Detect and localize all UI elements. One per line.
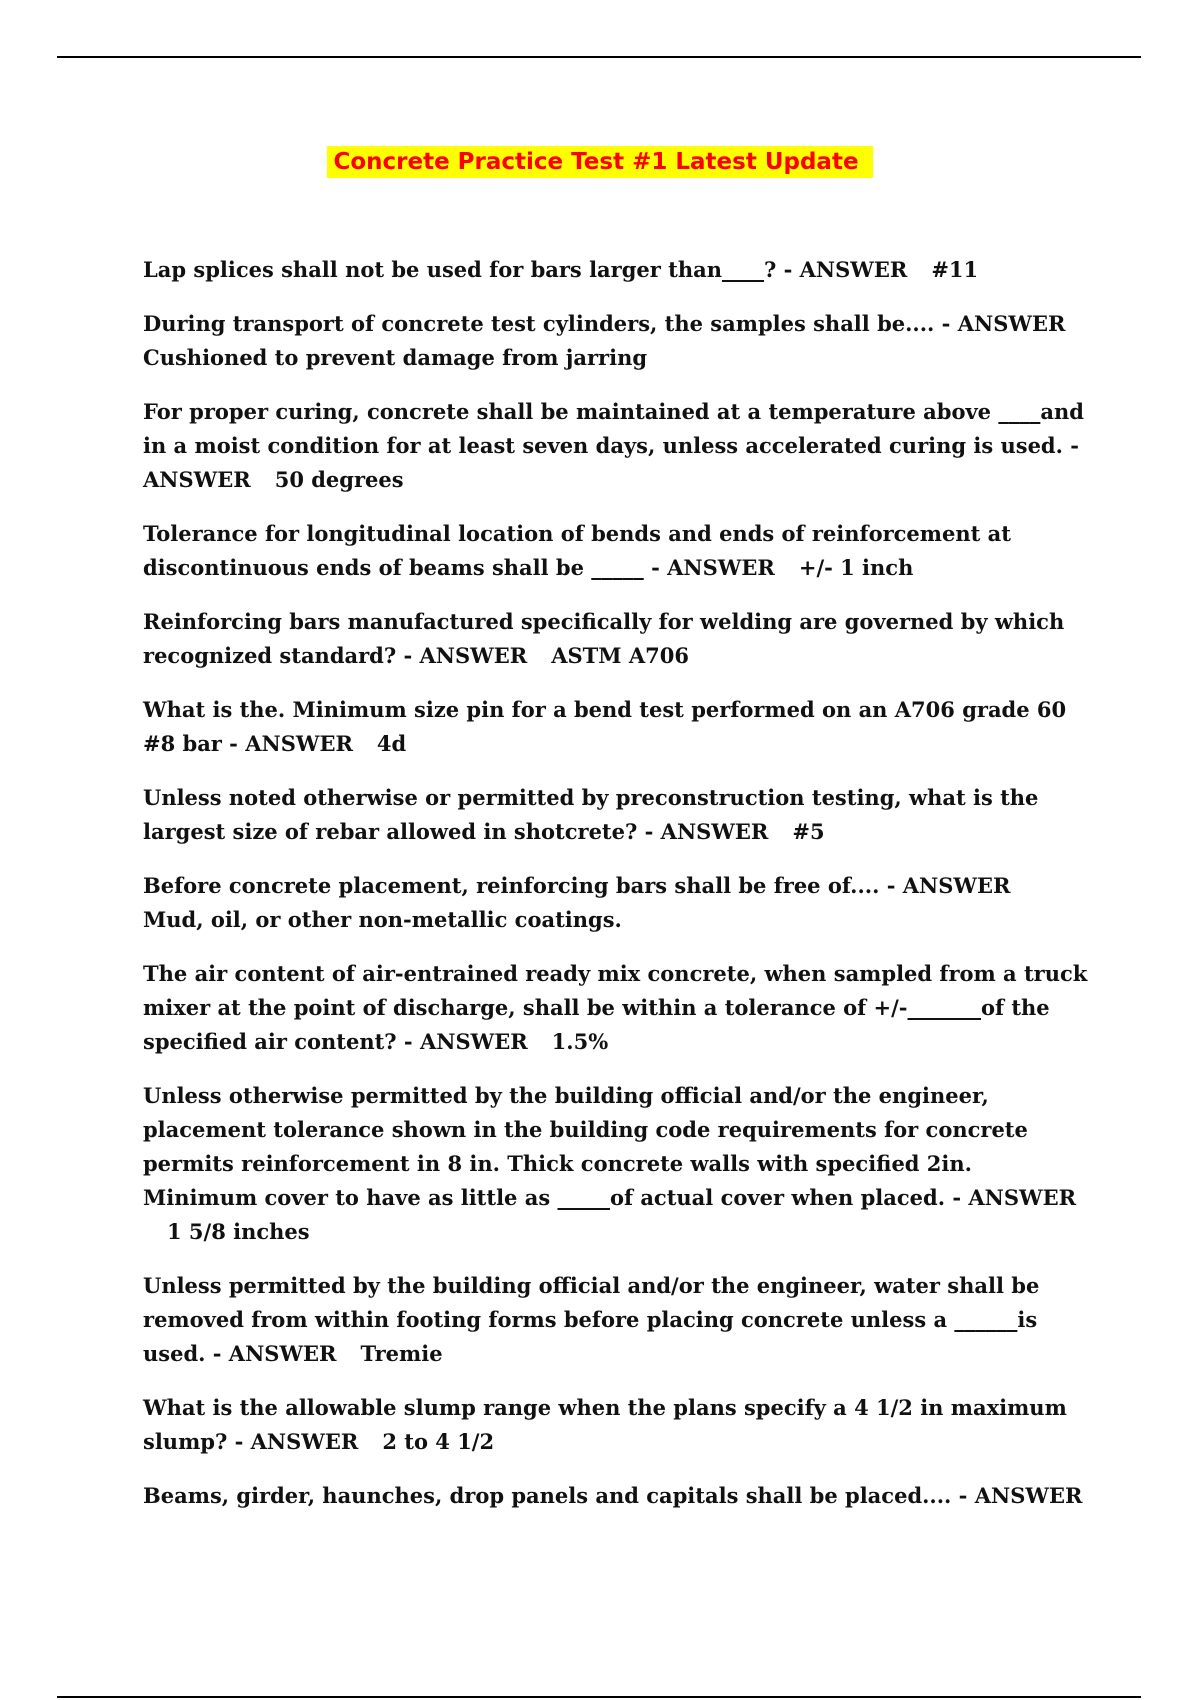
qa-item <box>143 517 1093 585</box>
qa-item <box>143 1479 1093 1547</box>
qa-item <box>143 395 1093 497</box>
answer-label: ANSWER <box>245 731 353 756</box>
answer-label: ANSWER <box>228 1341 337 1366</box>
qa-item <box>143 307 1093 375</box>
answer-separator: - <box>396 643 420 668</box>
answer-separator: - <box>227 1429 251 1454</box>
qa-item <box>143 693 1093 761</box>
qa-item <box>143 605 1093 673</box>
answer-label: ANSWER <box>667 555 775 580</box>
answer-separator: - <box>934 311 958 336</box>
answer-text: #5 <box>792 819 825 844</box>
question-text: Tolerance for longitudinal location of bends and ends of reinforcement at discontinuous ends of beams shall be _____ <box>143 521 1011 580</box>
question-text: What is the allowable slump range when the plans specify a 4 1/2 in maximum slump? <box>143 1395 1067 1454</box>
answer-text: Tremie <box>360 1341 443 1366</box>
answer-text: 1.5% <box>551 1029 609 1054</box>
answer-label: ANSWER <box>250 1429 359 1454</box>
qa-item <box>143 1079 1093 1249</box>
answer-separator: - <box>945 1185 969 1210</box>
document-title: Concrete Practice Test #1 Latest Update <box>327 146 872 178</box>
answer-text: #11 <box>931 257 979 282</box>
question-text: During transport of concrete test cylinders, the samples shall be.... <box>143 311 935 336</box>
question-text: Unless otherwise permitted by the building official and/or the engineer, placement tolerance shown in the building code requirements for concrete permits reinforcement in 8 in. Thick concrete walls with specified 2in. Minimum cover to have as little as _____of actual cover when placed. <box>143 1083 1028 1210</box>
answer-label: ANSWER <box>957 311 1066 336</box>
answer-separator: - <box>776 257 800 282</box>
answer-separator: - <box>951 1483 975 1508</box>
question-text: Before concrete placement, reinforcing bars shall be free of.... <box>143 873 880 898</box>
qa-item <box>143 781 1093 849</box>
qa-item <box>143 957 1093 1059</box>
bottom-divider <box>57 1696 1141 1698</box>
answer-text: 1 5/8 inches <box>167 1219 310 1244</box>
qa-item <box>143 869 1093 937</box>
qa-list <box>143 253 1093 1567</box>
answer-separator: - <box>205 1341 229 1366</box>
answer-label: ANSWER <box>902 873 1011 898</box>
answer-label: ANSWER <box>419 643 528 668</box>
question-text: The air content of air-entrained ready mix concrete, when sampled from a truck mixer at the point of discharge, shall be within a tolerance of +/-_______of the specified air content? <box>143 961 1088 1054</box>
question-text: Reinforcing bars manufactured specifically for welding are governed by which recognized standard? <box>143 609 1065 668</box>
answer-label: ANSWER <box>419 1029 528 1054</box>
question-text: Beams, girder, haunches, drop panels and capitals shall be placed.... <box>143 1483 952 1508</box>
answer-text: Mud, oil, or other non-metallic coatings. <box>143 907 622 932</box>
question-text: For proper curing, concrete shall be maintained at a temperature above ____and in a moist condition for at least seven days, unless accelerated curing is used. <box>143 399 1084 458</box>
answer-label: ANSWER <box>968 1185 1077 1210</box>
question-text: Lap splices shall not be used for bars larger than____? <box>143 257 777 282</box>
qa-item <box>143 1391 1093 1459</box>
qa-item <box>143 253 1093 287</box>
answer-label: ANSWER <box>660 819 769 844</box>
answer-separator: - <box>643 555 668 580</box>
question-text: Unless noted otherwise or permitted by preconstruction testing, what is the largest size of rebar allowed in shotcrete? <box>143 785 1039 844</box>
answer-separator: - <box>1062 433 1079 458</box>
answer-separator: - <box>396 1029 420 1054</box>
answer-text: +/- 1 inch <box>798 555 914 580</box>
qa-item <box>143 1269 1093 1371</box>
question-text: What is the. Minimum size pin for a bend test performed on an A706 grade 60 #8 bar <box>143 697 1067 756</box>
answer-label: ANSWER <box>143 467 251 492</box>
answer-text: ASTM A706 <box>551 643 689 668</box>
answer-label: ANSWER <box>799 257 908 282</box>
title-container <box>0 146 1200 178</box>
answer-separator: - <box>637 819 661 844</box>
top-divider <box>57 56 1141 58</box>
answer-separator: - <box>879 873 903 898</box>
answer-separator: - <box>221 731 246 756</box>
question-text: Unless permitted by the building official and/or the engineer, water shall be removed from within footing forms before placing concrete unless a ______is used. <box>143 1273 1040 1366</box>
answer-label: ANSWER <box>974 1483 1083 1508</box>
answer-text: 50 degrees <box>274 467 404 492</box>
answer-text: Cushioned to prevent damage from jarring <box>143 345 648 370</box>
answer-text: 2 to 4 1/2 <box>382 1429 495 1454</box>
answer-text: 4d <box>376 731 407 756</box>
